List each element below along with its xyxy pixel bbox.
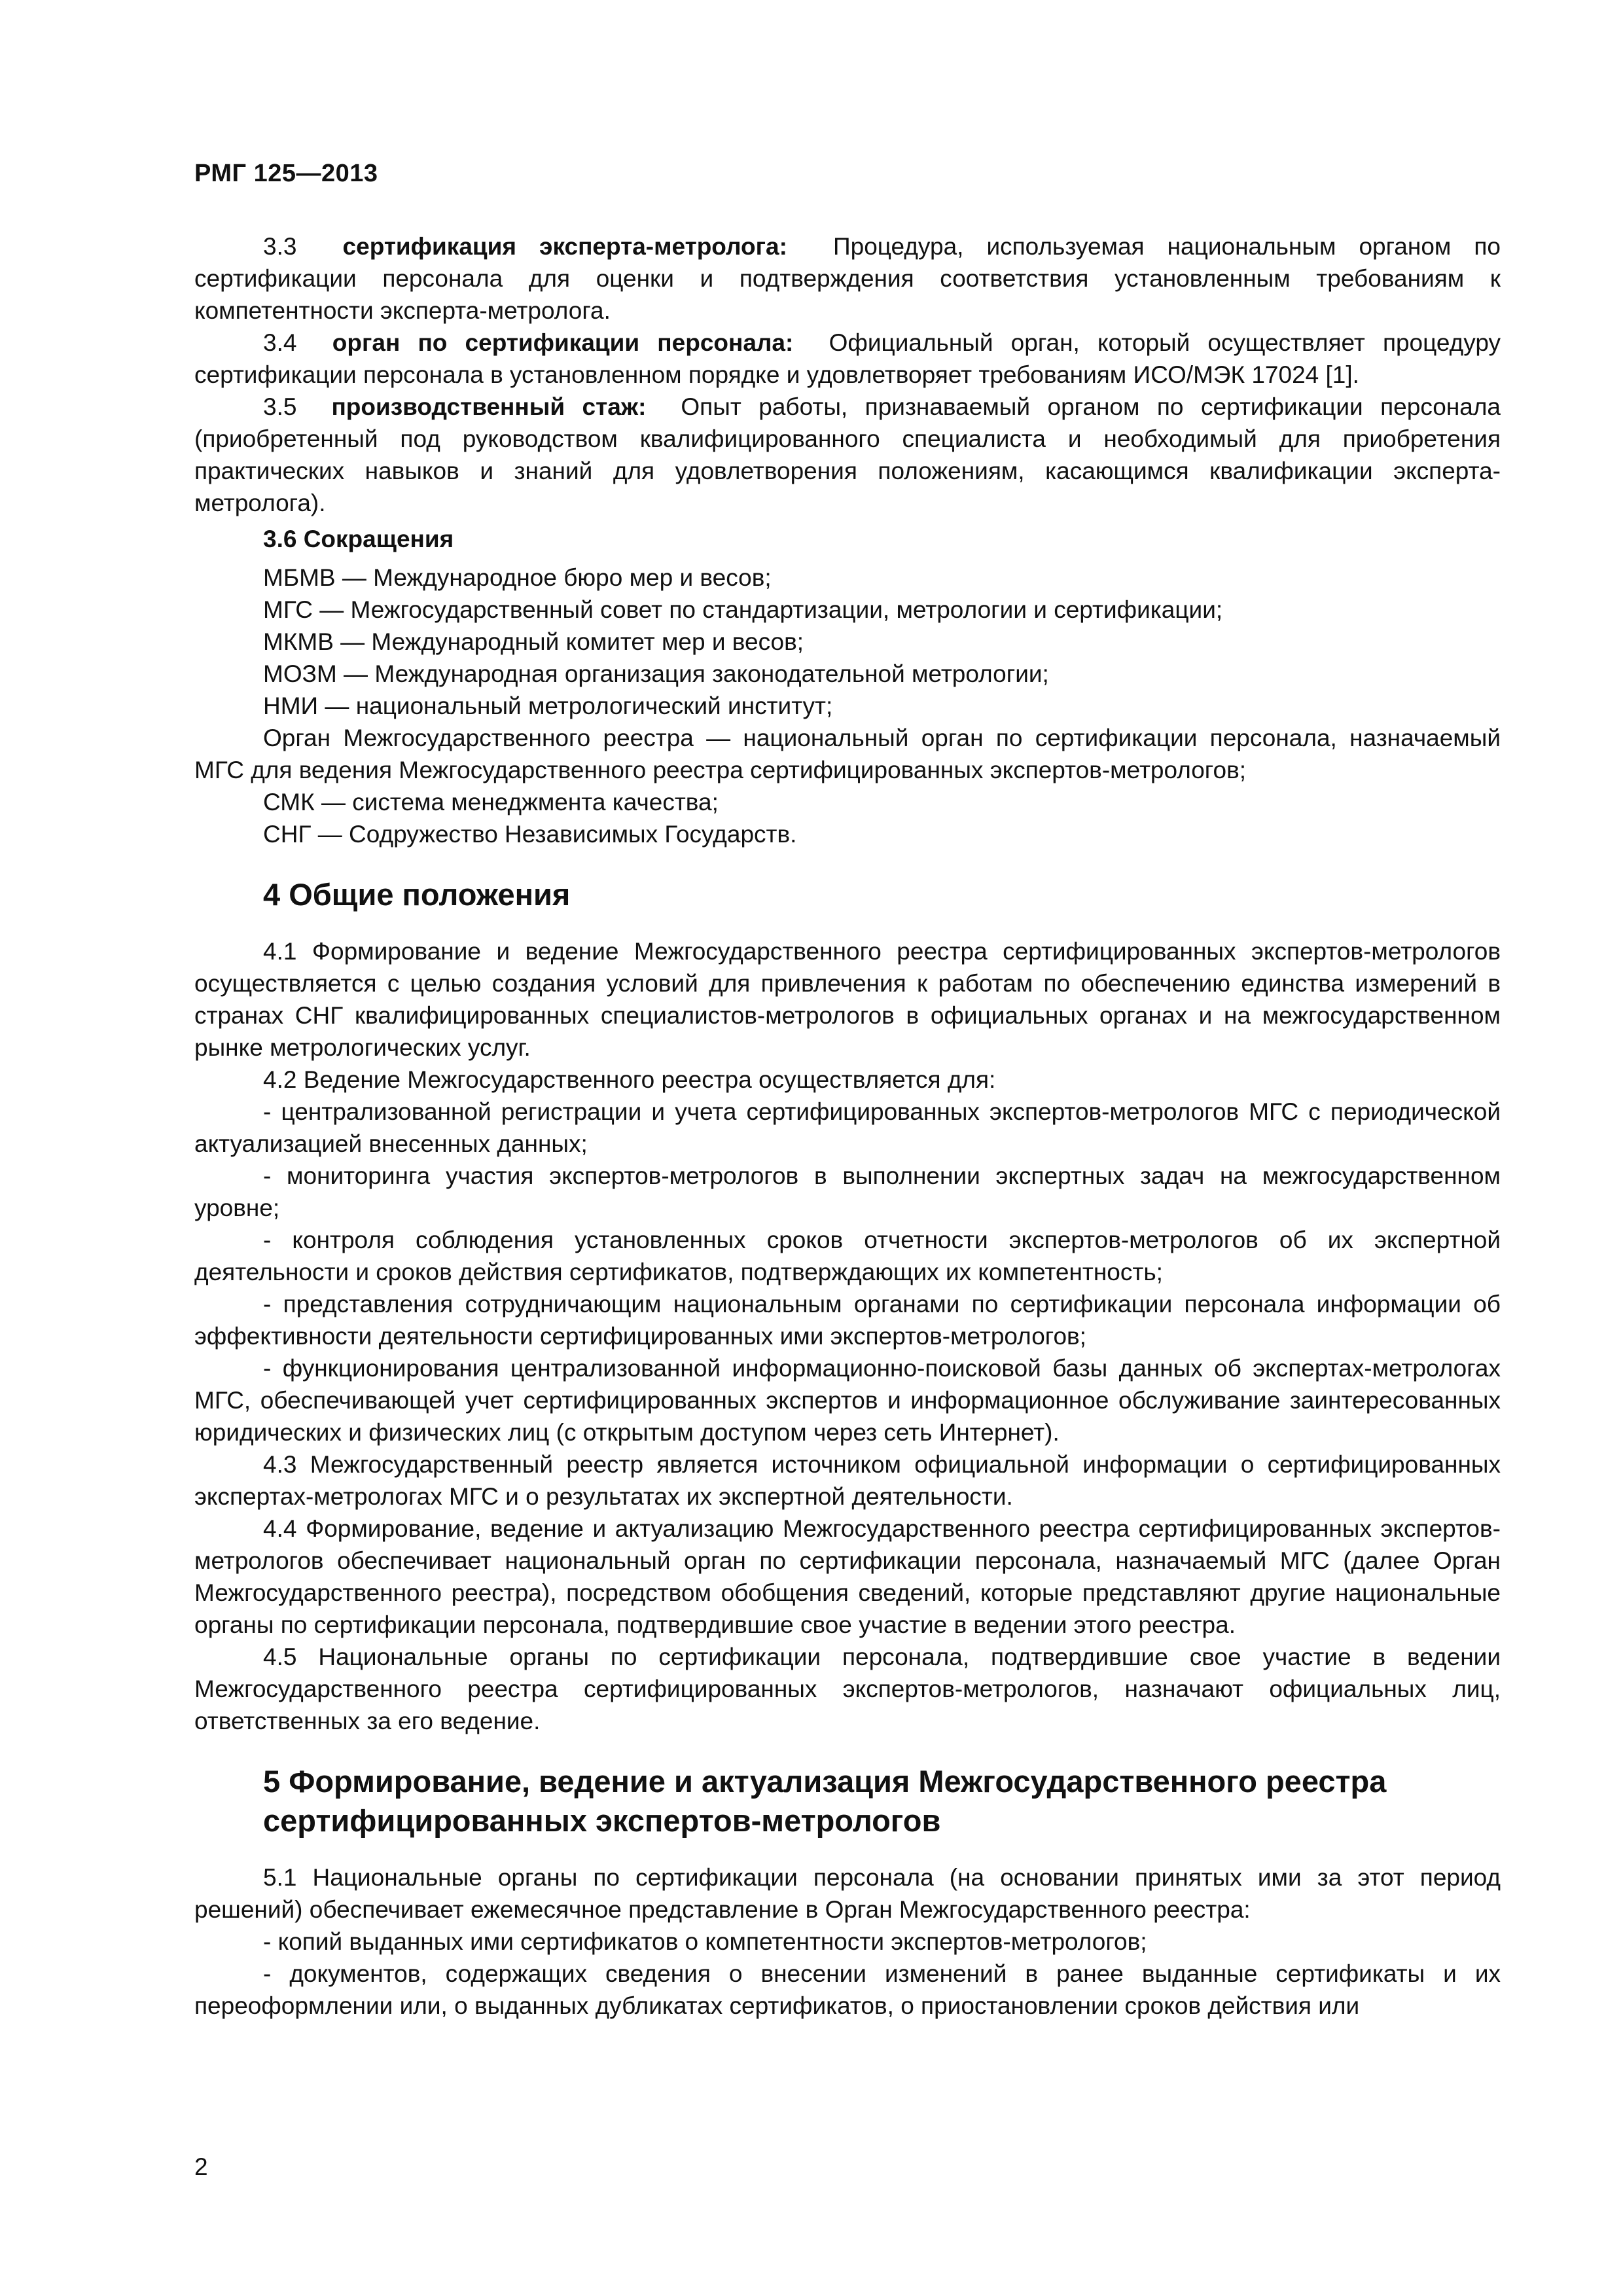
term-definition: Процедура, используемая национальным органом по сертификации персонала для оценки и подтверждения соответствия установленным требованиям к компетентности эксперта-метролога. xyxy=(194,233,1501,324)
term-3-4 xyxy=(194,327,1501,391)
list-item: - функционирования централизованной информационно-поисковой базы данных об экспертах-метрологах МГС, обеспечивающей учет сертифицированных экспертов и информационное обслуживание заинтересованных юридических и физических лиц (с открытым доступом через сеть Интернет). xyxy=(194,1355,1501,1446)
term-number: 3.5 xyxy=(263,393,297,420)
abbreviation-item: СНГ — Содружество Независимых Государств. xyxy=(263,821,797,848)
paragraph-4-3: 4.3 Межгосударственный реестр является источником официальной информации о сертифицированных экспертах-метрологах МГС и о результатах их экспертной деятельности. xyxy=(194,1451,1501,1510)
list-item: - копий выданных ими сертификатов о компетентности экспертов-метрологов; xyxy=(263,1928,1147,1955)
term-number: 3.3 xyxy=(263,233,297,260)
term-name: производственный стаж: xyxy=(331,393,647,420)
paragraph-4-4: 4.4 Формирование, ведение и актуализацию Межгосударственного реестра сертифицированных экспертов-метрологов обеспечивает национальный орган по сертификации персонала, назначаемый МГС (далее Орган Межгосударственного реестра), посредством обобщения сведений, которые представляют другие национальные органы по сертификации персонала, подтвердившие свое участие в ведении этого реестра. xyxy=(194,1515,1501,1638)
term-definition: Официальный орган, который осуществляет процедуру сертификации персонала в установленном порядке и удовлетворяет требованиям ИСО/МЭК 17024 [1]. xyxy=(194,329,1501,388)
document-body xyxy=(194,230,1501,2022)
paragraph-4-2: 4.2 Ведение Межгосударственного реестра осуществляется для: xyxy=(263,1066,996,1093)
page-number: 2 xyxy=(194,2153,208,2180)
term-3-5 xyxy=(194,391,1501,519)
abbreviation-item: МГС — Межгосударственный совет по стандартизации, метрологии и сертификации; xyxy=(263,596,1223,623)
abbreviation-item: Орган Межгосударственного реестра — национальный орган по сертификации персонала, назначаемый МГС для ведения Межгосударственного реестра сертифицированных экспертов-метрологов; xyxy=(194,725,1501,783)
abbreviations-heading: 3.6 Сокращения xyxy=(263,526,454,552)
term-number: 3.4 xyxy=(263,329,297,356)
abbreviation-item: МБМВ — Международное бюро мер и весов; xyxy=(263,564,772,591)
term-name: орган по сертификации персонала: xyxy=(332,329,794,356)
term-name: сертификация эксперта-метролога: xyxy=(342,233,787,260)
list-item: - контроля соблюдения установленных сроков отчетности экспертов-метрологов об их экспертной деятельности и сроков действия сертификатов, подтверждающих их компетентность; xyxy=(194,1227,1501,1285)
list-item: - представления сотрудничающим национальным органами по сертификации персонала информации об эффективности деятельности сертифицированных ими экспертов-метрологов; xyxy=(194,1291,1501,1350)
list-item: - централизованной регистрации и учета сертифицированных экспертов-метрологов МГС с периодической актуализацией внесенных данных; xyxy=(194,1098,1501,1157)
paragraph-4-1: 4.1 Формирование и ведение Межгосударственного реестра сертифицированных экспертов-метрологов осуществляется с целью создания условий для привлечения к работам по обеспечению единства измерений в странах СНГ квалифицированных специалистов-метрологов в официальных органах и на межгосударственном рынке метрологических услуг. xyxy=(194,938,1501,1061)
abbreviation-item: МОЗМ — Международная организация законодательной метрологии; xyxy=(263,660,1049,687)
list-item: - мониторинга участия экспертов-метрологов в выполнении экспертных задач на межгосударственном уровне; xyxy=(194,1162,1501,1221)
term-3-3 xyxy=(194,230,1501,327)
section-5-title-line2: сертифицированных экспертов-метрологов xyxy=(263,1803,941,1838)
section-5-title xyxy=(194,1762,1501,1840)
section-5-title-line1: 5 Формирование, ведение и актуализация Межгосударственного реестра xyxy=(263,1764,1387,1799)
abbreviation-item: СМК — система менеджмента качества; xyxy=(263,789,719,816)
section-4-title: 4 Общие положения xyxy=(263,877,571,912)
paragraph-4-5: 4.5 Национальные органы по сертификации персонала, подтвердившие свое участие в ведении Межгосударственного реестра сертифицированных экспертов-метрологов, назначают официальных лиц, ответственных за его ведение. xyxy=(194,1643,1501,1734)
abbreviation-item: МКМВ — Международный комитет мер и весов; xyxy=(263,628,804,655)
paragraph-5-1: 5.1 Национальные органы по сертификации персонала (на основании принятых ими за этот период решений) обеспечивает ежемесячное представление в Орган Межгосударственного реестра: xyxy=(194,1864,1501,1923)
list-item: - документов, содержащих сведения о внесении изменений в ранее выданные сертификаты и их переоформлении или, о выданных дубликатах сертификатов, о приостановлении сроков действия или xyxy=(194,1960,1501,2019)
document-code-header: РМГ 125—2013 xyxy=(194,160,378,187)
abbreviation-item: НМИ — национальный метрологический институт; xyxy=(263,692,833,719)
term-definition: Опыт работы, признаваемый органом по сертификации персонала (приобретенный под руководством квалифицированного специалиста и необходимый для приобретения практических навыков и знаний для удовлетворения положениям, касающимся квалификации эксперта-метролога). xyxy=(194,393,1501,516)
